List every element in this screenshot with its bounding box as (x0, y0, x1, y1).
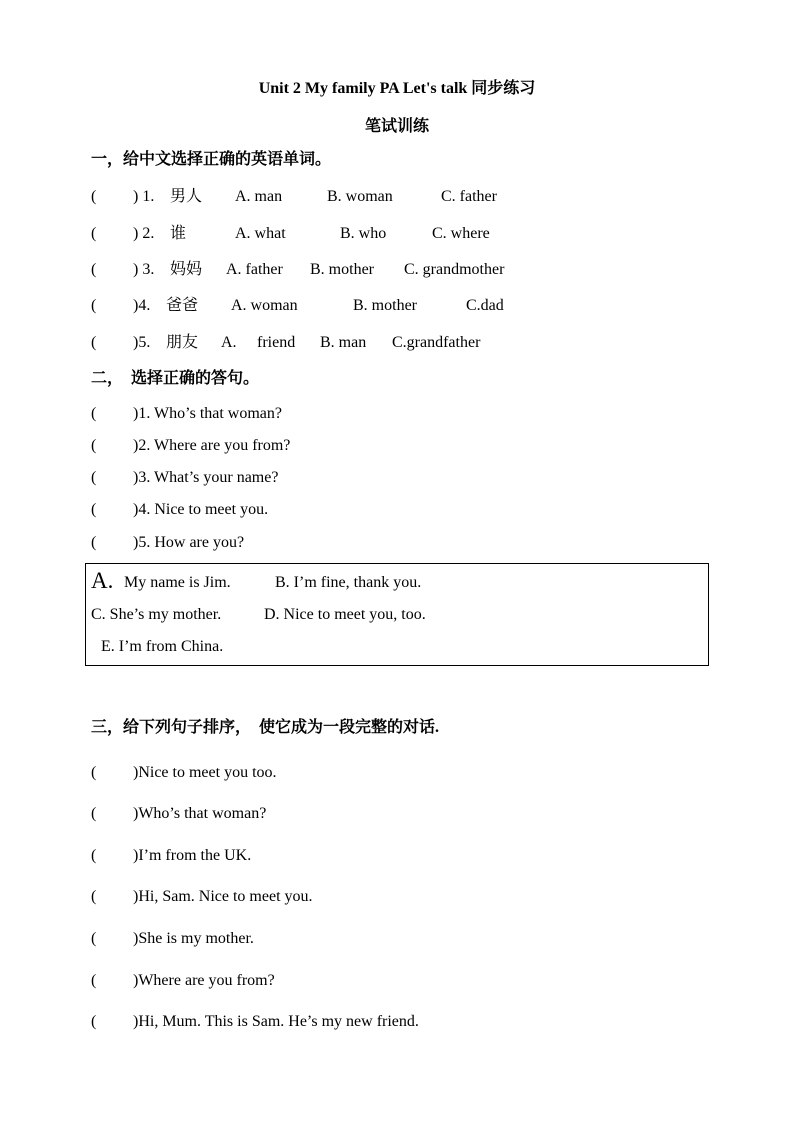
option-a-word: friend (257, 334, 296, 351)
answer-paren: ( (91, 469, 97, 486)
answer-paren: ( (91, 297, 97, 314)
option-c: C. grandmother (404, 261, 505, 278)
question-number: )5. (133, 334, 151, 351)
option-b: B. mother (353, 297, 417, 314)
section1-heading: 一，给中文选择正确的英语单词。 (91, 151, 332, 168)
answer-paren: ( (91, 534, 97, 551)
page-subtitle: 笔试训练 (364, 118, 429, 135)
question-text: )1. Who’s that woman? (133, 405, 283, 422)
question-number: ) 3. (133, 261, 155, 278)
option-b: B. who (340, 225, 387, 242)
answer-paren: ( (91, 847, 97, 864)
question-text: )2. Where are you from? (133, 437, 291, 454)
option-c: C.dad (466, 297, 504, 314)
sentence-text: )Where are you from? (133, 972, 275, 989)
section2-heading: 二， 选择正确的答句。 (91, 370, 260, 387)
answer-paren: ( (91, 501, 97, 518)
answer-paren: ( (91, 188, 97, 205)
option-a: A. man (235, 188, 283, 205)
option-c-text: C. She’s my mother. (91, 606, 222, 623)
sentence-text: )Hi, Sam. Nice to meet you. (133, 888, 313, 905)
answer-paren: ( (91, 805, 97, 822)
question-number: ) 1. (133, 188, 155, 205)
answer-paren: ( (91, 437, 97, 454)
sentence-text: )Hi, Mum. This is Sam. He’s my new friend. (133, 1013, 419, 1030)
answer-paren: ( (91, 1013, 97, 1030)
sentence-text: )Who’s that woman? (133, 805, 267, 822)
option-c: C.grandfather (392, 334, 481, 351)
question-number: )4. (133, 297, 151, 314)
option-d-text: D. Nice to meet you, too. (264, 606, 426, 623)
question-text: )4. Nice to meet you. (133, 501, 269, 518)
option-c: C. where (432, 225, 490, 242)
answer-paren: ( (91, 405, 97, 422)
chinese-word: 朋友 (166, 334, 199, 351)
page-title: Unit 2 My family PA Let's talk 同步练习 (258, 80, 536, 97)
option-a: A. what (235, 225, 286, 242)
chinese-word: 男人 (170, 188, 203, 205)
option-a-text: My name is Jim. (124, 574, 231, 591)
option-c: C. father (441, 188, 497, 205)
question-number: ) 2. (133, 225, 155, 242)
sentence-text: )Nice to meet you too. (133, 764, 277, 781)
section3-heading: 三，给下列句子排序， 使它成为一段完整的对话. (91, 719, 440, 736)
answer-paren: ( (91, 261, 97, 278)
answer-paren: ( (91, 334, 97, 351)
answer-paren: ( (91, 764, 97, 781)
option-a-letter: A. (91, 568, 114, 593)
option-a: A. woman (231, 297, 298, 314)
option-b: B. man (320, 334, 367, 351)
question-text: )5. How are you? (133, 534, 245, 551)
question-text: )3. What’s your name? (133, 469, 279, 486)
option-b: B. mother (310, 261, 374, 278)
answer-paren: ( (91, 972, 97, 989)
chinese-word: 谁 (170, 225, 187, 242)
option-a: A. father (226, 261, 283, 278)
answer-paren: ( (91, 225, 97, 242)
answer-paren: ( (91, 888, 97, 905)
option-a: A. (221, 334, 237, 351)
option-b: B. woman (327, 188, 393, 205)
sentence-text: )She is my mother. (133, 930, 254, 947)
sentence-text: )I’m from the UK. (133, 847, 252, 864)
option-e-text: E. I’m from China. (101, 638, 224, 655)
answer-paren: ( (91, 930, 97, 947)
chinese-word: 妈妈 (170, 261, 203, 278)
chinese-word: 爸爸 (166, 297, 199, 314)
option-b-text: B. I’m fine, thank you. (275, 574, 422, 591)
